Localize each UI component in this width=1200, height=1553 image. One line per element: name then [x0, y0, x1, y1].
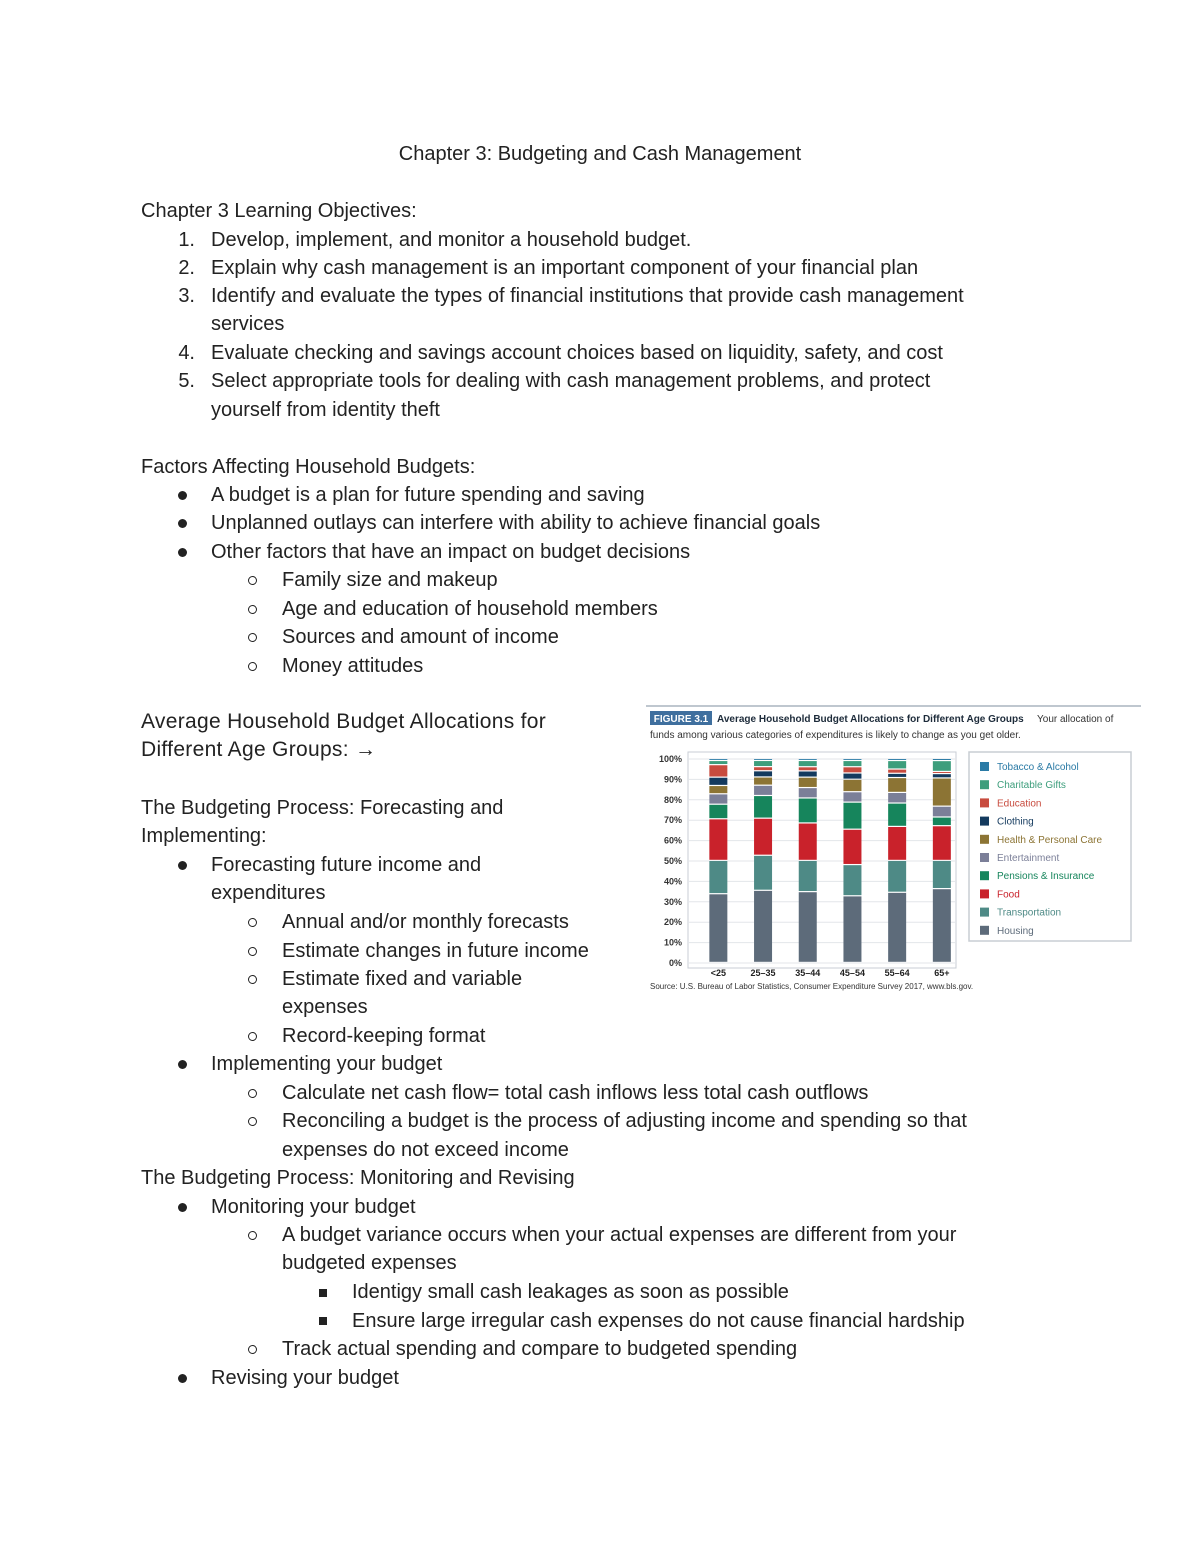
y-tick-label: 40% [663, 876, 682, 887]
bar-segment [843, 830, 861, 864]
bullet-dot [178, 1374, 187, 1383]
bullet-dot [178, 1203, 187, 1212]
bullet-dot [178, 1060, 187, 1069]
legend-label: Pensions & Insurance [997, 871, 1095, 883]
y-tick-label: 50% [663, 856, 682, 866]
bullet-circle [248, 918, 257, 927]
forecasting-sub-item: Record-keeping format [282, 1025, 486, 1047]
objective-text: Select appropriate tools for dealing with cash management problems, and protect [211, 370, 931, 392]
bar-segment [709, 861, 727, 893]
bullet-circle [248, 1345, 257, 1354]
bar-segment [754, 796, 772, 817]
bar-segment [888, 774, 906, 777]
y-tick-label: 30% [663, 896, 682, 907]
bar-segment [843, 761, 861, 766]
forecasting-sub-item: Annual and/or monthly forecasts [282, 911, 569, 933]
chart-frame [688, 752, 956, 968]
y-tick-label: 80% [663, 794, 682, 805]
bar-segment [754, 771, 772, 776]
monitoring-heading: The Budgeting Process: Monitoring and Revising [141, 1167, 575, 1189]
bar-segment [888, 793, 906, 802]
legend-swatch [980, 835, 989, 844]
bullet-dot [178, 519, 187, 528]
factor-item: A budget is a plan for future spending and saving [211, 484, 645, 506]
objective-text: Evaluate checking and savings account choices based on liquidity, safety, and cost [211, 342, 943, 364]
objective-number: 5. [178, 370, 195, 392]
bar-segment [709, 765, 727, 776]
factor-sub-item: Sources and amount of income [282, 626, 559, 648]
legend-label: Housing [997, 925, 1034, 937]
bar-segment [843, 896, 861, 961]
x-tick-label: <25 [710, 968, 726, 978]
forecasting-sub-item: Estimate fixed and variable [282, 968, 523, 990]
legend-swatch [980, 871, 989, 880]
legend-swatch [980, 817, 989, 826]
bar-segment [933, 774, 951, 777]
figure-source: Source: U.S. Bureau of Labor Statistics, Consumer Expenditure Survey 2017, www.bls.gov. [650, 982, 974, 991]
monitoring-item: Revising your budget [211, 1367, 399, 1389]
monitoring-sub-item: budgeted expenses [282, 1252, 457, 1274]
bar-segment [799, 778, 817, 787]
y-tick-label: 70% [663, 815, 682, 826]
bar-segment [754, 819, 772, 855]
figure-3-1 [646, 705, 1141, 997]
objective-number: 2. [178, 257, 195, 279]
bar-segment [709, 805, 727, 818]
bullet-dot [178, 491, 187, 500]
monitoring-detail-item: Identigy small cash leakages as soon as possible [352, 1281, 789, 1303]
y-tick-label: 60% [663, 835, 682, 846]
factor-sub-item: Age and education of household members [282, 598, 658, 620]
forecasting-sub-item: Reconciling a budget is the process of adjusting income and spending so that [282, 1110, 967, 1132]
bar-segment [933, 779, 951, 806]
allocations-heading: Average Household Budget Allocations for [141, 710, 547, 733]
bullet-circle [248, 1089, 257, 1098]
bullet-dot [178, 861, 187, 870]
bullet-circle [248, 576, 257, 585]
bar-segment [933, 761, 951, 771]
bullet-circle [248, 947, 257, 956]
bar-segment [799, 759, 817, 760]
objectives-heading: Chapter 3 Learning Objectives: [141, 200, 417, 222]
bullet-circle [248, 605, 257, 614]
page-title: Chapter 3: Budgeting and Cash Management [398, 143, 802, 165]
x-tick-label: 35–44 [795, 968, 821, 978]
allocations-heading: Different Age Groups: → [141, 738, 377, 761]
bar-segment [709, 759, 727, 760]
legend-swatch [980, 926, 989, 935]
factor-item: Other factors that have an impact on budget decisions [211, 541, 691, 563]
bar-segment [799, 788, 817, 797]
legend-label: Tobacco & Alcohol [997, 762, 1079, 773]
factors-heading: Factors Affecting Household Budgets: [141, 456, 476, 478]
y-tick-label: 0% [668, 958, 682, 968]
legend-label: Charitable Gifts [997, 780, 1066, 792]
objective-text: Identify and evaluate the types of financial institutions that provide cash management [211, 285, 964, 307]
bullet-circle [248, 633, 257, 642]
x-tick-label: 25–35 [750, 968, 776, 978]
x-tick-label: 65+ [934, 968, 950, 978]
bar-segment [888, 759, 906, 760]
forecasting-heading: Implementing: [141, 825, 267, 847]
bar-segment [843, 865, 861, 895]
bar-segment [933, 826, 951, 860]
figure-title: Average Household Budget Allocations for Different Age Groups [717, 714, 1024, 725]
bar-segment [933, 861, 951, 888]
legend-label: Transportation [997, 907, 1062, 919]
bar-segment [843, 792, 861, 801]
objective-number: 1. [178, 229, 195, 251]
legend-label: Food [997, 889, 1020, 901]
bar-segment [754, 778, 772, 785]
objective-number: 4. [178, 342, 195, 364]
legend-swatch [980, 908, 989, 917]
bar-segment [754, 761, 772, 766]
forecasting-sub-item: Calculate net cash flow= total cash inflows less total cash outflows [282, 1082, 869, 1104]
legend-swatch [980, 762, 989, 771]
monitoring-sub-item: Track actual spending and compare to budgeted spending [282, 1338, 798, 1360]
bullet-circle [248, 1032, 257, 1041]
bar-segment [933, 759, 951, 760]
bar-segment [888, 893, 906, 962]
objective-text: services [211, 313, 285, 335]
forecasting-sub-item: Estimate changes in future income [282, 940, 589, 962]
forecasting-heading: The Budgeting Process: Forecasting and [141, 797, 504, 819]
bar-segment [843, 780, 861, 791]
budget-allocation-chart [646, 705, 1141, 997]
bar-segment [799, 861, 817, 891]
bar-segment [933, 889, 951, 962]
bar-segment [933, 772, 951, 773]
y-tick-label: 20% [663, 917, 682, 928]
objective-number: 3. [178, 285, 195, 307]
bar-segment [754, 767, 772, 770]
bar-segment [843, 803, 861, 829]
legend-label: Entertainment [997, 853, 1060, 864]
bar-segment [709, 894, 727, 961]
monitoring-sub-item: A budget variance occurs when your actual expenses are different from your [282, 1224, 957, 1246]
bar-segment [843, 767, 861, 772]
bullet-circle [248, 662, 257, 671]
legend-label: Health & Personal Care [997, 834, 1103, 846]
bar-segment [709, 761, 727, 764]
bar-segment [754, 759, 772, 760]
y-tick-label: 10% [663, 937, 682, 948]
bullet-circle [248, 1231, 257, 1240]
bar-segment [888, 861, 906, 892]
figure-caption: Your allocation of [1037, 714, 1114, 725]
legend-swatch [980, 780, 989, 789]
bar-segment [754, 786, 772, 795]
bar-segment [888, 827, 906, 860]
objective-text: Explain why cash management is an important component of your financial plan [211, 257, 919, 279]
bar-segment [843, 774, 861, 779]
objective-text: yourself from identity theft [211, 399, 440, 421]
legend-swatch [980, 889, 989, 898]
forecasting-item: expenditures [211, 882, 326, 904]
bar-segment [709, 778, 727, 785]
bar-segment [888, 770, 906, 773]
objective-text: Develop, implement, and monitor a household budget. [211, 229, 692, 251]
bar-segment [888, 761, 906, 768]
monitoring-detail-item: Ensure large irregular cash expenses do not cause financial hardship [352, 1310, 965, 1332]
monitoring-item: Monitoring your budget [211, 1196, 416, 1218]
y-tick-label: 90% [663, 774, 682, 785]
bar-segment [799, 892, 817, 962]
bullet-square [319, 1317, 327, 1325]
bar-segment [709, 794, 727, 803]
figure-caption: funds among various categories of expenditures is likely to change as you get older. [650, 730, 1021, 741]
bar-segment [933, 818, 951, 825]
forecasting-sub-item: expenses [282, 996, 368, 1018]
bar-segment [799, 761, 817, 766]
bullet-circle [248, 975, 257, 984]
legend-swatch [980, 798, 989, 807]
bullet-circle [248, 1117, 257, 1126]
bar-segment [709, 786, 727, 793]
x-tick-label: 45–54 [839, 968, 865, 978]
factor-item: Unplanned outlays can interfere with ability to achieve financial goals [211, 512, 821, 534]
forecasting-sub-item: expenses do not exceed income [282, 1139, 569, 1161]
factor-sub-item: Family size and makeup [282, 569, 498, 591]
figure-label: FIGURE 3.1 [653, 714, 709, 725]
bar-segment [843, 759, 861, 760]
bullet-dot [178, 548, 187, 557]
legend-swatch [980, 853, 989, 862]
bar-segment [799, 767, 817, 770]
bar-segment [799, 771, 817, 776]
bar-segment [709, 819, 727, 859]
legend-label: Education [997, 798, 1042, 810]
bar-segment [799, 799, 817, 823]
bar-segment [888, 778, 906, 792]
bar-segment [754, 891, 772, 962]
bullet-square [319, 1289, 327, 1297]
bar-segment [799, 824, 817, 860]
forecasting-item: Implementing your budget [211, 1053, 443, 1075]
bar-segment [754, 856, 772, 890]
factor-sub-item: Money attitudes [282, 655, 424, 677]
forecasting-item: Forecasting future income and [211, 854, 482, 876]
bar-segment [933, 807, 951, 817]
y-tick-label: 100% [658, 754, 682, 764]
x-tick-label: 55–64 [884, 968, 910, 978]
legend-label: Clothing [997, 816, 1034, 828]
bar-segment [888, 804, 906, 826]
